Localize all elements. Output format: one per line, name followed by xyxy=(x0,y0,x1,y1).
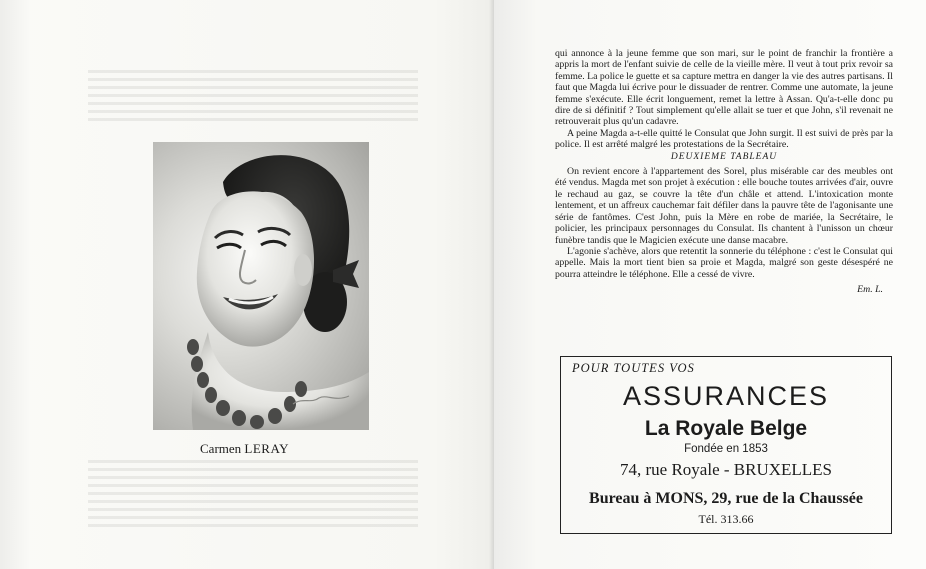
author-signature: Em. L. xyxy=(857,284,883,296)
ad-phone: Tél. 313.66 xyxy=(698,512,754,526)
ad-founded: Fondée en 1853 xyxy=(684,443,768,455)
synopsis-article xyxy=(555,48,893,296)
page-edge-shadow xyxy=(0,0,30,569)
photo-caption xyxy=(200,441,330,457)
bleed-through-texture xyxy=(88,70,418,125)
caption-first-name: Carmen xyxy=(200,441,242,456)
ad-intro: POUR TOUTES VOS xyxy=(572,361,695,375)
article-paragraph: L'agonie s'achève, alors que retentit la sonnerie du téléphone : c'est le Consulat qui appelle. Mais la mort tient bien sa proie et Magda, malgré son geste désespéré ne pourra atteindre le téléphone. Elle a cessé de vivre. xyxy=(555,245,893,280)
ad-company-name: La Royale Belge xyxy=(644,417,808,440)
portrait-illustration xyxy=(153,142,369,430)
ad-branch-office: Bureau à MONS, 29, rue de la Chaussée xyxy=(589,490,863,507)
caption-last-name: LERAY xyxy=(244,441,290,456)
article-paragraph: On revient encore à l'appartement des Sorel, plus misérable car des meubles ont été vendus. Magda met son projet à exécution : elle bouche toutes arrivées d'air, ouvre le rechaud au gaz, se couvre la tête d'un châle et attend. L'intoxication monte lentement, et un affreux cauchemar fait défiler dans la pauvre tête de l'agonisante une série de fantômes. C'est John, puis la Mère en robe de mariée, la Secrétaire, le policier, les principaux personnages du Consulat. Ils chantent à l'unisson un chœur funèbre tandis que le Magicien exécute une danse macabre. xyxy=(555,166,893,246)
section-heading: DEUXIEME TABLEAU xyxy=(670,151,778,162)
insurance-advertisement xyxy=(560,356,892,534)
ad-title: ASSURANCES xyxy=(622,381,830,411)
ad-address: 74, rue Royale - BRUXELLES xyxy=(620,460,832,479)
bleed-through-texture xyxy=(88,460,418,530)
portrait-photo xyxy=(153,142,369,430)
article-paragraph: qui annonce à la jeune femme que son mari, sur le point de franchir la frontière a appris la mort de l'enfant suivie de celle de la vieille mère. Il veut à tout prix revoir sa femme. La police le guette et sa capture mettra en danger la vie des autres partisans. Il faut que Magda lui écrive pour le dissuader de rentrer. Comme une automate, la jeune femme s'exécute. Elle écrit longuement, remet la lettre à Assan. Qu'a-t-elle donc pu dire de si définitif ? Tout simplement qu'elle allait se tuer et que John, s'il revenait ne retrouverait plus qu'un cadavre. xyxy=(555,48,893,128)
article-paragraph: A peine Magda a-t-elle quitté le Consulat que John surgit. Il est suivi de près par la police. Il est arrêté malgré les protestations de la Secrétaire. xyxy=(555,127,893,151)
